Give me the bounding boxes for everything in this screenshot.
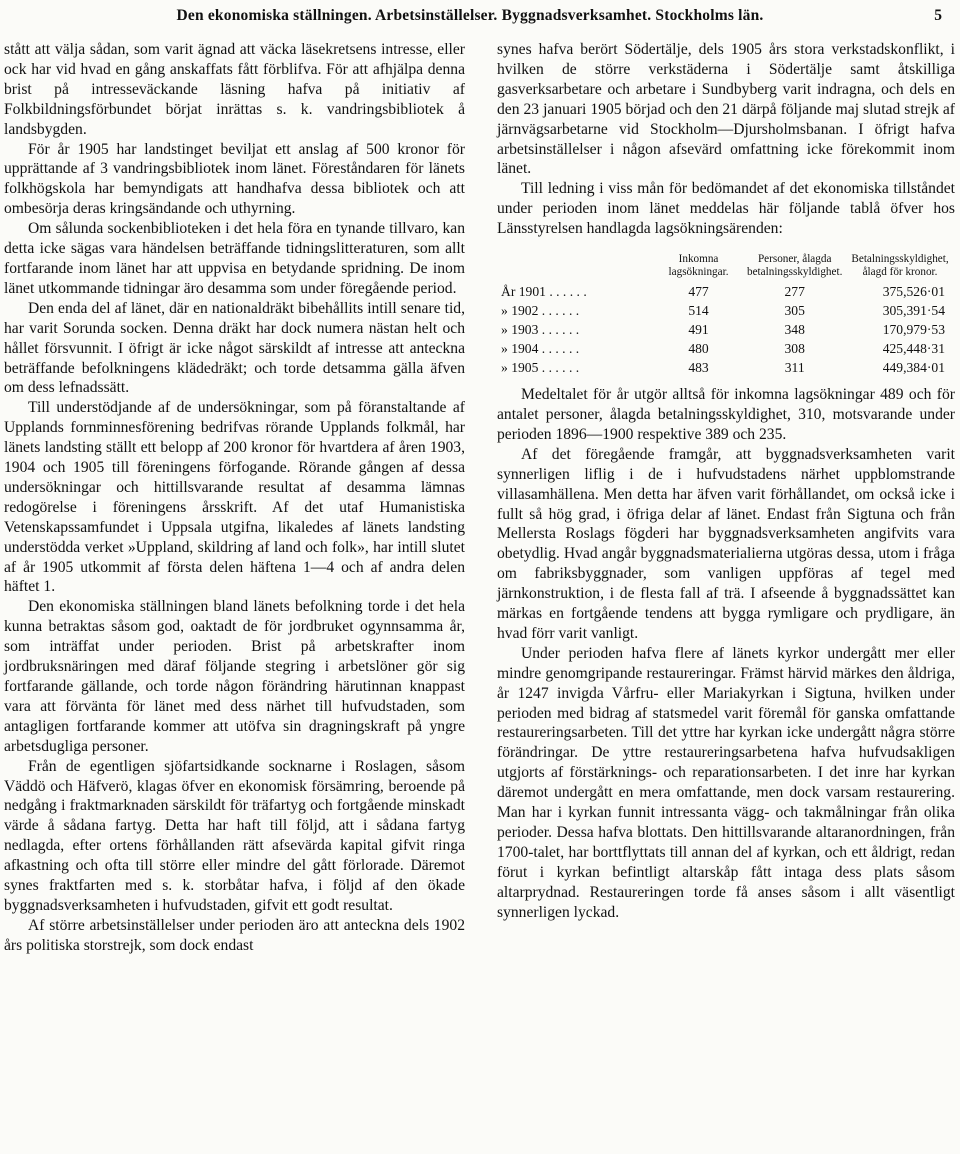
table-cell: 375,526·01 (882, 284, 945, 300)
table-cell: » 1905 . . . . . . (501, 360, 580, 376)
paragraph: För år 1905 har landstinget beviljat ett anslag af 500 kronor för upprättande af 3 vandringsbibliotek inom länet. Föreståndaren för länets folkhögskola har bemyndigats att handhafva dessa bibliotek och att ombesörja deras kringsändande och uthyrning. (4, 140, 465, 218)
table-cell: 483 (688, 360, 709, 376)
column-header (497, 253, 653, 282)
table-cell: 305 (784, 303, 805, 319)
running-header (18, 4, 942, 28)
paragraph: Till ledning i viss mån för bedömandet af det ekonomiska tillståndet under perioden inom länet meddelas här följande tablå öfver hos Länsstyrelsen handlagda lagsökningsärenden: (497, 180, 955, 238)
table-cell: 348 (784, 322, 805, 338)
paragraph: Under perioden hafva flere af länets kyrkor undergått mer eller mindre genomgripande restaureringar. Främst härvid märkes den åldriga, år 1247 invigda Vårfru- eller Mariakyrkan i Sigtuna, hvilken under perioden med bidrag af statsmedel varit föremål för ganska omfattande restaureringsarbeten. Till det yttre har kyrkan icke undergått några större förändringar. De yttre restaureringsarbetena hafva hufvudsakligen utgjorts af förstärknings- och reparationsarbeten. I det inre har kyrkan däremot undergått en mera omfattande, men dock varsam restaurering. Man har i kyrkan funnit intressanta vägg- och takmålningar från olika perioder. Dessa hafva blottats. Den hittillsvarande altaranordningen, från 1700-talet, har borttflyttats till annan del af kyrkan, och ett åldrigt, redan förut i kyrkan befintligt altarskåp fått intaga dess plats såsom altarprydnad. Restaureringen torde få anses såsom i allt väsentligt synnerligen lyckad. (497, 644, 955, 921)
table-row (497, 339, 955, 358)
table-cell: 449,384·01 (882, 360, 945, 376)
table-cell: 477 (688, 284, 709, 300)
table-cell: År 1901 . . . . . . (501, 284, 587, 300)
column-header: Betalningsskyldighet, ålagd för kronor. (851, 253, 949, 278)
paragraph: synes hafva berört Södertälje, dels 1905 års stora verkstadskonflikt, i hvilken de större verkstäderna i Södertälje samt åtskilliga gasverksarbetare och arbetare i Sundbyberg varit indragna, och dels en den 23 januari 1905 börjad och den 21 därpå följande maj slutad strejk af järnvägsarbetarne vid Stockholm—Djursholmsbanan. I öfrigt hafva arbetsinställelser i någon afsevärd omfattning icke förekommit inom länet. (497, 41, 955, 178)
column-header: Personer, ålagda betalningsskyldighet. (746, 253, 843, 278)
paragraph: Till understödjande af de undersökningar, som på föranstaltande af Upplands fornminnesförening bedrifvas rörande Upplands folkmål, har länets landsting ställt ett belopp af 200 kronor för hvartdera af åren 1903, 1904 och 1905 till föreningens förfogande. Rörande gången af dessa undersökningar och hittillsvarande resultat af desamma lämnas redogörelse i föreningens årsskrift. Af det utaf Humanistiska Vetenskapssamfundet i Uppsala utgifna, likaledes af länets landsting understödda verket »Uppland, skildring af land och folk», har intill slutet af år 1905 utkommit af första delen häftena 1—4 och af andra delen häftet 1. (4, 399, 465, 596)
paragraph: Den enda del af länet, där en nationaldräkt bibehållits intill senare tid, har varit Sorunda socken. Denna dräkt har dock numera nästan helt och hållet försvunnit. I öfrigt är icke något särskildt af intresse att anteckna beträffande befolkningens klädedräkt; och torde detsamma gälla äfven om dess lefnadssätt. (4, 299, 465, 397)
table-cell: 480 (688, 341, 709, 357)
table-cell: » 1902 . . . . . . (501, 303, 580, 319)
table-cell: 311 (784, 360, 805, 376)
table-row (497, 320, 955, 339)
paragraph: Från de egentligen sjöfartsidkande socknarne i Roslagen, såsom Väddö och Häfverö, klagas öfver en ekonomisk försämring, beroende på nedgång i fraktmarknaden särskildt för träfartyg och fortgående minskadt värde å sådana fartyg. Detta har haft till följd, att i sådana fartyg nedlagda, efter ortens förhållanden rätt afsevärda kapital gifvit ringa afkastning och ofta till större eller mindre del gått förlorade. Däremot synes fraktfarten med s. k. storbåtar hafva, i följd af den ökade byggnadsverksamheten i hufvudstaden, gifvit ett godt resultat. (4, 757, 465, 914)
table-cell: 308 (784, 341, 805, 357)
table-cell: 425,448·31 (882, 341, 945, 357)
paragraph: Den ekonomiska ställningen bland länets befolkning torde i det hela kunna betraktas såsom god, oaktadt de för jordbruket ogynnsamma år, som inträffat under perioden. Brist på arbetskrafter inom jordbruksnäringen med däraf följande stegring i arbetslöner gör sig fortfarande gällande, och torde någon förändring härutinnan knappast vara att förvänta för länet med dess närhet till hufvudstaden, som antagligen fortfarande kommer att utöfva sin dragningskraft på yngre arbetsdugliga personer. (4, 598, 465, 755)
table-cell: » 1904 . . . . . . (501, 341, 580, 357)
column-header: Inkomna lagsökningar. (668, 253, 729, 278)
paragraph: Om sålunda sockenbiblioteken i det hela föra en tynande tillvaro, kan detta icke sägas vara händelsen beträffande tidningslitteraturen, som allt fortfarande inom länet har att uppvisa en betydande spridning. De inom länet utkommande tidningar äro desamma som under föregående period. (4, 220, 465, 297)
table-cell: » 1903 . . . . . . (501, 322, 580, 338)
table-cell: 514 (688, 303, 709, 319)
right-column (497, 40, 955, 923)
left-column (4, 40, 465, 956)
table-cell: 170,979·53 (882, 322, 945, 338)
header-title: Den ekonomiska ställningen. Arbetsinställelser. Byggnadsverksamhet. Stockholms län. (176, 7, 764, 24)
table-row (497, 358, 955, 377)
paragraph: Af större arbetsinställelser under perioden äro att anteckna dels 1902 års politiska storstrejk, som dock endast (4, 916, 465, 954)
table-row (497, 282, 955, 301)
paragraph: stått att välja sådan, som varit ägnad att väcka läsekretsens intresse, eller ock har vid hvad en gång anskaffats fått förblifva. För att afhjälpa denna brist på intresseväckande läsning hafva på initiativ af Folkbildningsförbundet börjat inrättas s. k. vandringsbibliotek å landsbygden. (4, 41, 465, 138)
paragraph: Medeltalet för år utgör alltså för inkomna lagsökningar 489 och för antalet personer, ålagda betalningsskyldighet, 310, motsvarande under perioden 1896—1900 respektive 389 och 235. (497, 386, 955, 443)
table-row (497, 301, 955, 320)
table-cell: 277 (784, 284, 805, 300)
lawsuit-statistics-table (497, 253, 955, 377)
paragraph: Af det föregående framgår, att byggnadsverksamheten varit synnerligen liflig i de i hufvudstadens närhet uppblomstrande villasamhällena. Men detta har äfven varit förhållandet, om också icke i fullt så hög grad, i öfriga delar af länet. Endast från Sigtuna och från Mellersta Roslags fögderi har byggnadsverksamheten angifvits vara obetydlig. Hvad angår byggnadsmaterialierna utgöras dessa, utom i fråga om fabriksbyggnader, som vanligen uppföras af tegel med järnkonstruktion, i de flesta fall af trä. I afseende å byggnadssättet kan märkas en fortgående tendens att bygga rymligare och prydligare, än hvad förr varit vanligt. (497, 445, 955, 642)
table-cell: 305,391·54 (882, 303, 945, 319)
page-number: 5 (934, 7, 942, 24)
table-cell: 491 (688, 322, 709, 338)
table-header-row (497, 253, 955, 282)
